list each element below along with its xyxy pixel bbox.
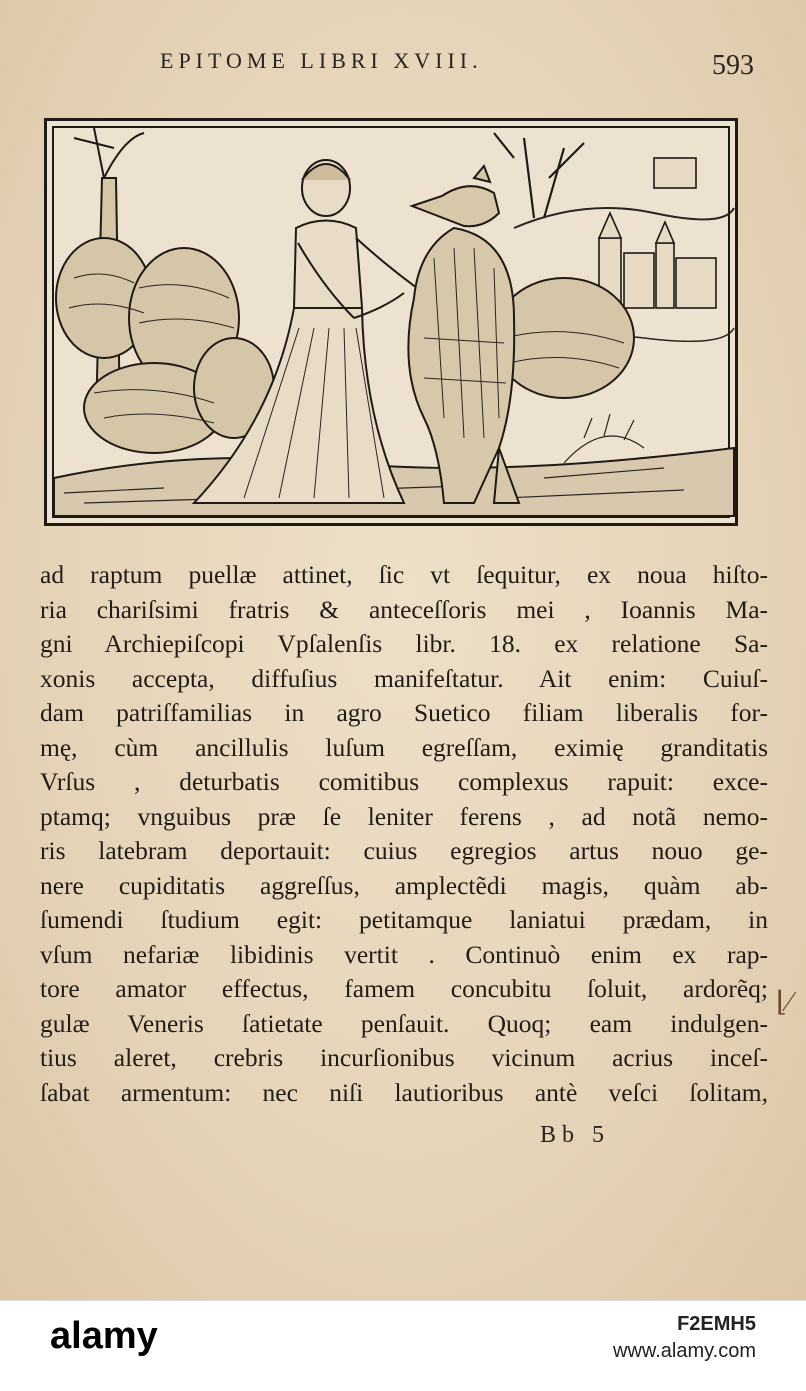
text-line: tore amator effectus, famem concubitu ſoluit, ardorẽq; <box>40 974 768 1003</box>
text-line: ſumendi ſtudium egit: petitamque laniatui prædam, in <box>40 905 768 934</box>
text-line: Vrſus , deturbatis comitibus complexus rapuit: exce- <box>40 767 768 796</box>
text-line: tius aleret, crebris incurſionibus vicinum acrius inceſ- <box>40 1043 768 1072</box>
text-line: ria chariſsimi fratris & anteceſſoris mei , Ioannis Ma- <box>40 594 768 624</box>
text-line: gulæ Veneris ſatietate penſauit. Quoq; eam indulgen- <box>40 1008 768 1038</box>
text-line: vſum nefariæ libidinis vertit . Continuò enim ex rap- <box>40 939 768 969</box>
text-line: ptamq; vnguibus præ ſe leniter ferens , ad notã nemo- <box>40 801 768 831</box>
image-meta <box>613 1313 756 1363</box>
brand-logo: alamy <box>50 1315 158 1357</box>
text-line: mę, cùm ancillulis luſum egreſſam, eximię granditatis <box>40 732 768 762</box>
watermark-footer <box>0 1300 806 1391</box>
body-text <box>40 558 768 1110</box>
woodcut-illustration <box>44 118 738 526</box>
text-line: xonis accepta, diffuſius manifeſtatur. Ait enim: Cuiuſ- <box>40 663 768 693</box>
page-number: 593 <box>712 50 754 81</box>
text-line: ad raptum puellæ attinet, ſic vt ſequitur, ex noua hiſto- <box>40 560 768 589</box>
woodcut-bear-maiden-illustration <box>44 118 738 526</box>
text-line: nere cupiditatis aggreſſus, amplectẽdi magis, quàm ab- <box>40 870 768 900</box>
text-line: dam patriſfamilias in agro Suetico filiam liberalis for- <box>40 698 768 727</box>
text-line: ſabat armentum: nec niſi lautioribus antè veſci ſolitam, <box>40 1077 768 1107</box>
signature-mark: Bb 5 <box>540 1122 611 1148</box>
site-url: www.alamy.com <box>613 1340 756 1362</box>
text-line: gni Archiepiſcopi Vpſalenſis libr. 18. ex relatione Sa- <box>40 629 768 658</box>
running-head: EPITOME LIBRI XVIII. <box>160 48 483 73</box>
text-line: ris latebram deportauit: cuius egregios artus nouo ge- <box>40 836 768 865</box>
handwritten-margin-mark: ⌊⁄ <box>776 987 792 1018</box>
image-id: F2EMH5 <box>677 1313 756 1335</box>
